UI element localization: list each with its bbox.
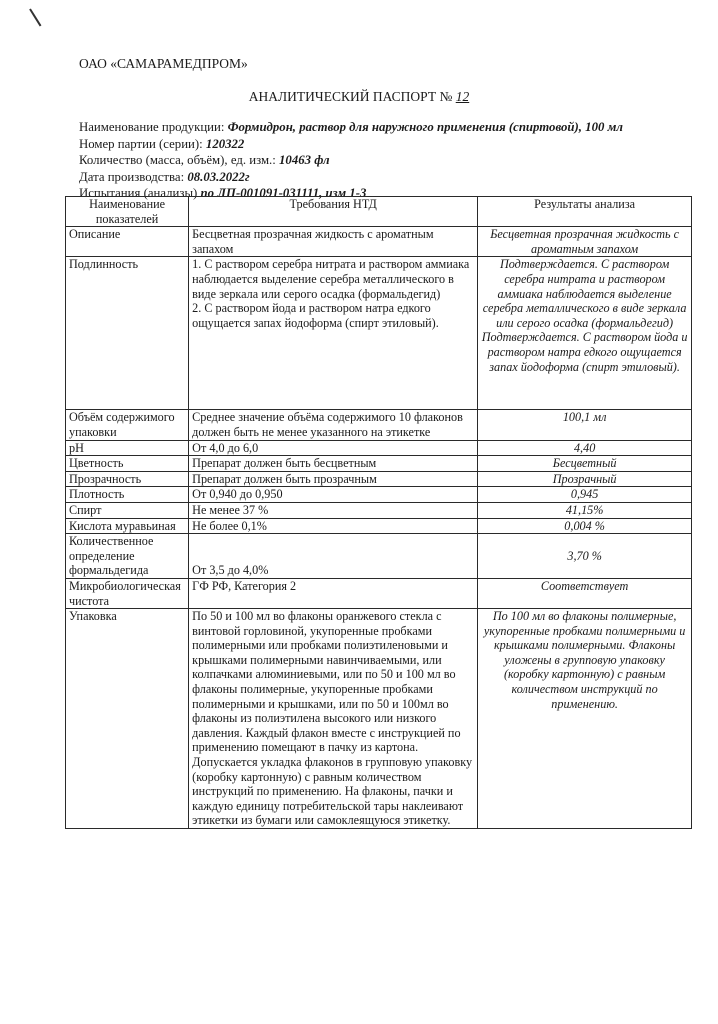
row-result: 41,15% bbox=[478, 502, 692, 518]
quantity-value: 10463 фл bbox=[279, 153, 330, 167]
row-result: Бесцветная прозрачная жидкость с ароматным запахом bbox=[478, 227, 692, 257]
row-name: Прозрачность bbox=[66, 471, 189, 487]
row-name: Упаковка bbox=[66, 609, 189, 829]
title-prefix: АНАЛИТИЧЕСКИЙ ПАСПОРТ № bbox=[248, 89, 453, 104]
table-row bbox=[66, 456, 692, 472]
row-requirement: Не менее 37 % bbox=[189, 502, 478, 518]
row-name: Кислота муравьиная bbox=[66, 518, 189, 534]
row-requirement: Бесцветная прозрачная жидкость с ароматным запахом bbox=[189, 227, 478, 257]
row-name: Количественное определение формальдегида bbox=[66, 534, 189, 579]
batch-label: Номер партии (серии): bbox=[79, 136, 203, 151]
header-requirements: Требования НТД bbox=[189, 197, 478, 227]
row-name: Подлинность bbox=[66, 257, 189, 410]
row-requirement: От 3,5 до 4,0% bbox=[189, 534, 478, 579]
row-result: Прозрачный bbox=[478, 471, 692, 487]
row-requirement: По 50 и 100 мл во флаконы оранжевого стекла с винтовой горловиной, укупоренные пробками полимерными или пробками полиэтиленовыми и крышками полимерными навинчиваемыми, или колпачками алюминиевыми, или по 50 и 100 мл во флаконы полимерные, укупоренные пробками полимерными и крышками, или по 50 и 100мл во флаконы из полиэтилена высокого или низкого давления. Каждый флакон вместе с инструкцией по применению помещают в пачку из картона. Допускается укладка флаконов в групповую упаковку (коробку картонную) с равным количеством инструкций по применению. На флаконы, пачки и каждую единицу потребительской тары наклеивают этикетки из бумаги или самоклеящуюся этикетку. bbox=[189, 609, 478, 829]
row-result: 4,40 bbox=[478, 440, 692, 456]
row-requirement: От 4,0 до 6,0 bbox=[189, 440, 478, 456]
row-result: Соответствует bbox=[478, 578, 692, 608]
row-name: Цветность bbox=[66, 456, 189, 472]
row-requirement: Не более 0,1% bbox=[189, 518, 478, 534]
table-row bbox=[66, 471, 692, 487]
date-value: 08.03.2022г bbox=[187, 169, 250, 184]
product-label: Наименование продукции: bbox=[79, 120, 225, 134]
row-name: Объём содержимого упаковки bbox=[66, 410, 189, 440]
row-result: По 100 мл во флаконы полимерные, укупоренные пробками полимерными и крышками полимерными. Флаконы уложены в групповую упаковку (коробку картонную) с равным количеством инструкций по применению. bbox=[478, 609, 692, 829]
table-header-row bbox=[66, 197, 692, 227]
table-row bbox=[66, 227, 692, 257]
batch-line bbox=[79, 136, 623, 153]
table-row bbox=[66, 410, 692, 440]
organization-name: ОАО «САМАРАМЕДПРОМ» bbox=[79, 56, 248, 71]
date-line bbox=[79, 169, 623, 186]
row-requirement: Препарат должен быть прозрачным bbox=[189, 471, 478, 487]
quantity-line bbox=[79, 152, 623, 169]
tests-value: по ЛП-001091-031111, изм 1-3 bbox=[200, 186, 367, 200]
quantity-label: Количество (масса, объём), ед. изм.: bbox=[79, 153, 276, 167]
table-row bbox=[66, 502, 692, 518]
row-result: 100,1 мл bbox=[478, 410, 692, 440]
row-requirement: ГФ РФ, Категория 2 bbox=[189, 578, 478, 608]
table-row bbox=[66, 578, 692, 608]
row-name: Спирт bbox=[66, 502, 189, 518]
table-row bbox=[66, 518, 692, 534]
passport-number: 12 bbox=[455, 89, 470, 104]
tests-label: Испытания (анализы) bbox=[79, 186, 198, 200]
table-row bbox=[66, 534, 692, 579]
product-line bbox=[79, 119, 623, 136]
row-result: Бесцветный bbox=[478, 456, 692, 472]
row-name: Микробиологическая чистота bbox=[66, 578, 189, 608]
table-row bbox=[66, 257, 692, 410]
header-indicator: Наименование показателей bbox=[66, 197, 189, 227]
row-requirement: От 0,940 до 0,950 bbox=[189, 487, 478, 503]
row-name: pH bbox=[66, 440, 189, 456]
analysis-table bbox=[65, 196, 692, 829]
row-result: 0,004 % bbox=[478, 518, 692, 534]
row-name: Плотность bbox=[66, 487, 189, 503]
table-row bbox=[66, 609, 692, 829]
row-requirement: Среднее значение объёма содержимого 10 флаконов должен быть не менее указанного на этикетке bbox=[189, 410, 478, 440]
row-result: 3,70 % bbox=[478, 534, 692, 579]
row-name: Описание bbox=[66, 227, 189, 257]
date-label: Дата производства: bbox=[79, 169, 185, 184]
table-row bbox=[66, 440, 692, 456]
row-requirement: Препарат должен быть бесцветным bbox=[189, 456, 478, 472]
batch-value: 120322 bbox=[205, 136, 245, 151]
product-info bbox=[79, 119, 623, 202]
row-result: 0,945 bbox=[478, 487, 692, 503]
row-requirement: 1. С раствором серебра нитрата и раствором аммиака наблюдается выделение серебра металлического в виде зеркала или серого осадка (формальдегид) 2. С раствором йода и раствором натра едкого ощущается запах йодоформа (спирт этиловый). bbox=[189, 257, 478, 410]
header-results: Результаты анализа bbox=[478, 197, 692, 227]
scan-mark bbox=[29, 8, 41, 26]
table-row bbox=[66, 487, 692, 503]
product-value: Формидрон, раствор для наружного применения (спиртовой), 100 мл bbox=[227, 120, 623, 134]
document-title bbox=[0, 89, 718, 105]
row-result: Подтверждается. С раствором серебра нитрата и раствором аммиака наблюдается выделение серебра металлического в виде зеркала или серого осадка (формальдегид) Подтверждается. С раствором йода и раствором натра едкого ощущается запах йодоформа (спирт этиловый). bbox=[478, 257, 692, 410]
